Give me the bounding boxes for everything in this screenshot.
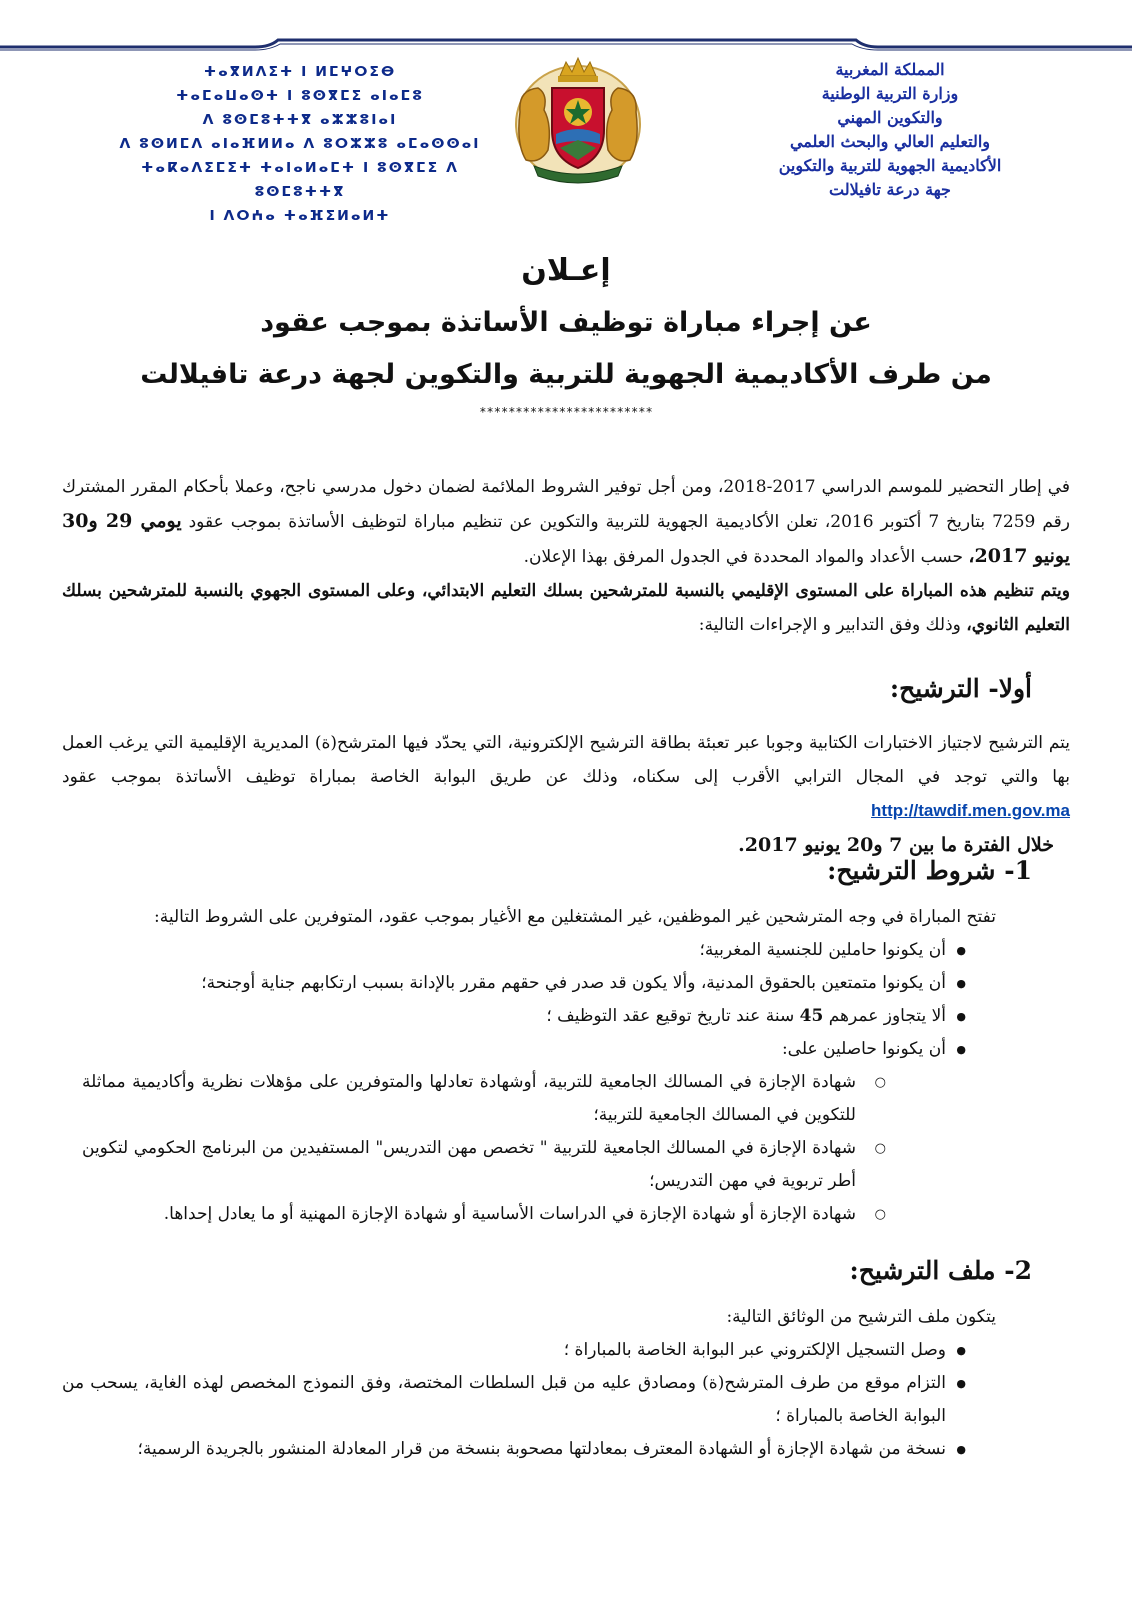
- list-item: [82, 1066, 886, 1132]
- tifinagh-line: ⵜⴰⴳⵍⴷⵉⵜ ⵏ ⵍⵎⵖⵔⵉⴱ: [203, 64, 397, 80]
- list-item: [82, 1132, 886, 1198]
- document-text: وصل التسجيل الإلكتروني عبر البوابة الخاصة بالمباراة ؛: [563, 1340, 946, 1360]
- arabic-header-line: والتعليم العالي والبحث العلمي: [789, 132, 991, 151]
- candidacy-paragraph: [62, 726, 1070, 828]
- tifinagh-line: ⴷ ⵓⵙⵍⵎⴷ ⴰⵏⴰⴼⵍⵍⴰ ⴷ ⵓⵔⵣⵣⵓ ⴰⵎⴰⵙⵙⴰⵏ: [119, 136, 481, 152]
- document-text: نسخة من شهادة الإجازة أو الشهادة المعترف بمعادلتها مصحوبة بنسخة من قرار المعادلة المنشور بالجريدة الرسمية؛: [137, 1439, 946, 1459]
- intro-paragraph: [62, 470, 1070, 574]
- candidacy-text: يتم الترشيح لاجتياز الاختبارات الكتابية وجوبا عبر تعبئة بطاقة الترشيح الإلكترونية، التي يحدّد فيها المترشح(ة) المديرية الإقليمية التي يرغب العمل بها والتي توجد في المجال الترابي الأقرب إلى سكناه، وذلك عن طريق البوابة الخاصة بمباراة توظيف الأساتذة بموجب عقود: [62, 733, 1070, 787]
- arabic-header-line: المملكة المغربية: [835, 60, 945, 79]
- conditions-list: [62, 934, 966, 1066]
- degree-text: شهادة الإجازة أو شهادة الإجازة في الدراسات الأساسية أو شهادة الإجازة المهنية أو ما يعادل إحداها.: [163, 1204, 856, 1224]
- candidacy-section: [62, 726, 1070, 862]
- intro-text-end: حسب الأعداد والمواد المحددة في الجدول المرفق بهذا الإعلان.: [523, 547, 969, 567]
- list-item: [62, 1367, 966, 1433]
- section-title-conditions: 1- شروط الترشيح:: [827, 856, 1032, 885]
- section-title-dossier: 2- ملف الترشيح:: [849, 1256, 1032, 1285]
- list-item: [62, 1334, 966, 1367]
- condition-text: أن يكونوا حاملين للجنسية المغربية؛: [699, 940, 946, 960]
- section-title-candidacy: أولا- الترشيح:: [889, 674, 1032, 703]
- list-item: [62, 1033, 966, 1066]
- arabic-header-line: والتكوين المهني: [837, 108, 943, 127]
- tifinagh-line: ⵜⴰⴽⴰⴷⵉⵎⵉⵜ ⵜⴰⵏⴰⵍⴰⵎⵜ ⵏ ⵓⵙⴳⵎⵉ ⴷ ⵓⵙⵎⵓⵜⵜⴳ: [141, 160, 459, 200]
- candidacy-heading-block: [62, 674, 1032, 703]
- intro-text: في إطار التحضير للموسم الدراسي 2017-2018، ومن أجل توفير الشروط الملائمة لضمان دخول مدرسي ناجح، وعملا بأحكام المقرر المشترك رقم 7259 بتاريخ 7 أكتوبر 2016، تعلن الأكاديمية الجهوية للتربية والتكوين عن تنظيم مباراة لتوظيف الأساتذة بموجب عقود: [62, 477, 1071, 532]
- degree-list: [82, 1066, 886, 1231]
- age-text: سنة عند تاريخ توقيع عقد التوظيف ؛: [546, 1006, 795, 1026]
- dossier-section: [62, 1300, 996, 1466]
- announcement-subtitle: عن إجراء مباراة توظيف الأساتذة بموجب عقود: [260, 307, 872, 338]
- organization-paragraph: [62, 574, 1070, 642]
- tifinagh-line: ⴷ ⵓⵙⵎⵓⵜⵜⴳ ⴰⵣⵣⵓⵏⴰⵏ: [202, 112, 398, 128]
- condition-text: أن يكونوا متمتعين بالحقوق المدنية، وألا يكون قد صدر في حقهم مقرر بالإدانة بسبب ارتكابهم جناية أوجنحة؛: [201, 973, 946, 993]
- portal-link[interactable]: http://tawdif.men.gov.ma: [871, 801, 1070, 820]
- degree-text: شهادة الإجازة في المسالك الجامعية للتربية " تخصص مهن التدريس" المستفيدين من البرنامج الحكومي لتكوين أطر تربوية في مهن التدريس؛: [82, 1138, 856, 1191]
- announcement-title: إعـلان: [521, 253, 611, 288]
- tifinagh-line: ⵏ ⴷⵔⵄⴰ ⵜⴰⴼⵉⵍⴰⵍⵜ: [209, 208, 391, 224]
- list-item: [82, 1198, 886, 1231]
- coat-of-arms-emblem: [508, 54, 648, 186]
- list-item: [62, 934, 966, 967]
- dossier-heading-block: [62, 1256, 1032, 1285]
- intro-section: [62, 470, 1070, 642]
- organization-text-bold: ويتم تنظيم هذه المباراة على المستوى الإقليمي بالنسبة للمترشحين بسلك التعليم الابتدائي، وعلى المستوى الجهوي بالنسبة للمترشحين بسلك التعليم الثانوي،: [62, 581, 1070, 635]
- condition-text: ألا يتجاوز عمرهم: [828, 1006, 946, 1026]
- condition-text: أن يكونوا حاصلين على:: [781, 1039, 946, 1059]
- age-limit: 45: [799, 1006, 824, 1026]
- organization-text: وذلك وفق التدابير و الإجراءات التالية:: [698, 615, 967, 635]
- document-text: التزام موقع من طرف المترشح(ة) ومصادق عليه من قبل السلطات المختصة، وفق النموذج المخصص لهذه الغاية، يسحب من البوابة الخاصة بالمباراة ؛: [62, 1373, 946, 1426]
- header-top-rule: [0, 0, 1132, 60]
- conditions-heading-block: [62, 856, 1032, 885]
- arabic-header-line: الأكاديمية الجهوية للتربية والتكوين: [778, 156, 1002, 175]
- announcement-titles: [0, 245, 1132, 419]
- tifinagh-line: ⵜⴰⵎⴰⵡⴰⵙⵜ ⵏ ⵓⵙⴳⵎⵉ ⴰⵏⴰⵎⵓ: [176, 88, 424, 104]
- arabic-header-line: جهة درعة تافيلالت: [829, 180, 951, 199]
- announcement-subtitle-2: من طرف الأكاديمية الجهوية للتربية والتكوين لجهة درعة تافيلالت: [140, 359, 992, 390]
- separator-stars: ************************: [479, 405, 653, 419]
- exam-dates: يومي 29 و30 يونيو 2017،: [62, 510, 1070, 567]
- dossier-list: [62, 1334, 966, 1466]
- candidacy-period: خلال الفترة ما بين 7 و20 يونيو 2017.: [738, 834, 1054, 856]
- list-item: [62, 1000, 966, 1033]
- dossier-intro: يتكون ملف الترشيح من الوثائق التالية:: [726, 1307, 996, 1327]
- header-tifinagh: [100, 60, 500, 228]
- list-item: [62, 967, 966, 1000]
- arabic-header-line: وزارة التربية الوطنية: [821, 84, 959, 103]
- degree-text: شهادة الإجازة في المسالك الجامعية للتربية، أوشهادة تعادلها والمتوفرين على مؤهلات نظرية وأكاديمية مماثلة للتكوين في المسالك الجامعية للتربية؛: [82, 1072, 856, 1125]
- conditions-intro: تفتح المباراة في وجه المترشحين غير الموظفين، غير المشتغلين مع الأغيار بموجب عقود، المتوفرين على الشروط التالية:: [154, 907, 996, 927]
- list-item: [62, 1433, 966, 1466]
- header-arabic: [700, 58, 1080, 202]
- conditions-section: [62, 900, 996, 1231]
